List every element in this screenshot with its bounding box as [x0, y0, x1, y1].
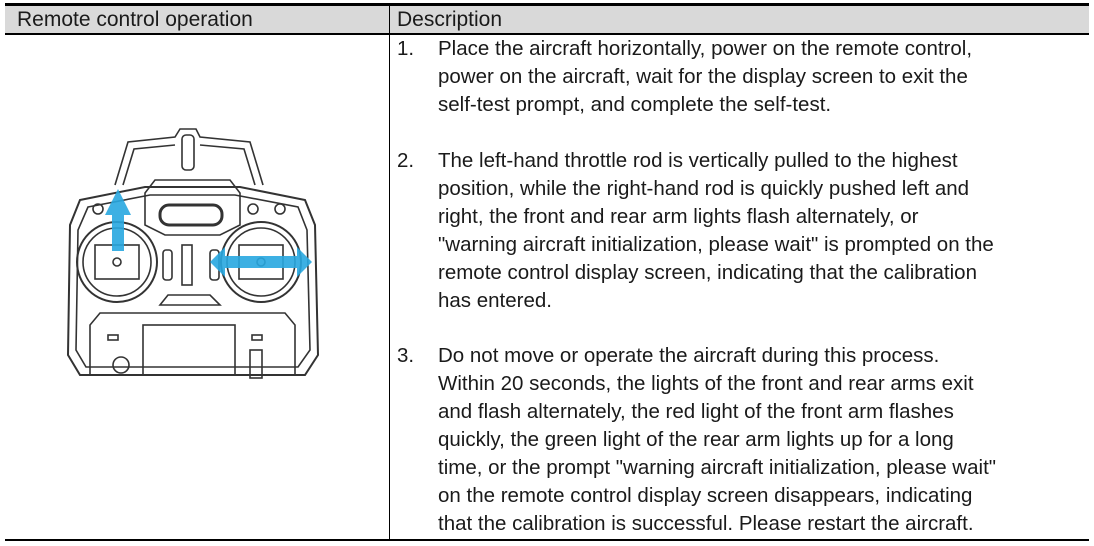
step-text-line: self-test prompt, and complete the self-test. [438, 93, 832, 116]
header-remote-control-operation: Remote control operation [17, 8, 253, 31]
step-text-line: position, while the right-hand rod is quickly pushed left and [438, 177, 970, 200]
step-text-line: that the calibration is successful. Please restart the aircraft. [438, 512, 974, 535]
step-text-line: has entered. [438, 289, 552, 312]
remote-controller-illustration [60, 125, 330, 415]
step-text-line: Do not move or operate the aircraft during this process. [438, 344, 940, 367]
table-header-row [5, 6, 1089, 35]
step-number: 1. [397, 37, 415, 60]
step-text-line: Within 20 seconds, the lights of the front and rear arms exit [438, 372, 974, 395]
step-number: 3. [397, 344, 415, 367]
step-text-line: remote control display screen, indicating that the calibration [438, 261, 977, 284]
step-text-line: on the remote control display screen disappears, indicating [438, 484, 973, 507]
header-description: Description [397, 8, 503, 31]
step-text-line: and flash alternately, the red light of the front arm flashes [438, 400, 954, 423]
step-text-line: Place the aircraft horizontally, power on the remote control, [438, 37, 973, 60]
step-text-line: power on the aircraft, wait for the display screen to exit the [438, 65, 968, 88]
left-right-arrow-icon [210, 247, 312, 277]
step-text-line: quickly, the green light of the rear arm lights up for a long [438, 428, 954, 451]
column-divider [389, 6, 390, 541]
step-text-line: The left-hand throttle rod is vertically pulled to the highest [438, 149, 958, 172]
step-text-line: "warning aircraft initialization, please wait" is prompted on the [438, 233, 994, 256]
table-bottom-border [5, 539, 1089, 541]
up-arrow-icon [105, 189, 131, 251]
step-number: 2. [397, 149, 415, 172]
step-text-line: right, the front and rear arm lights flash alternately, or [438, 205, 919, 228]
step-text-line: time, or the prompt "warning aircraft initialization, please wait" [438, 456, 997, 479]
